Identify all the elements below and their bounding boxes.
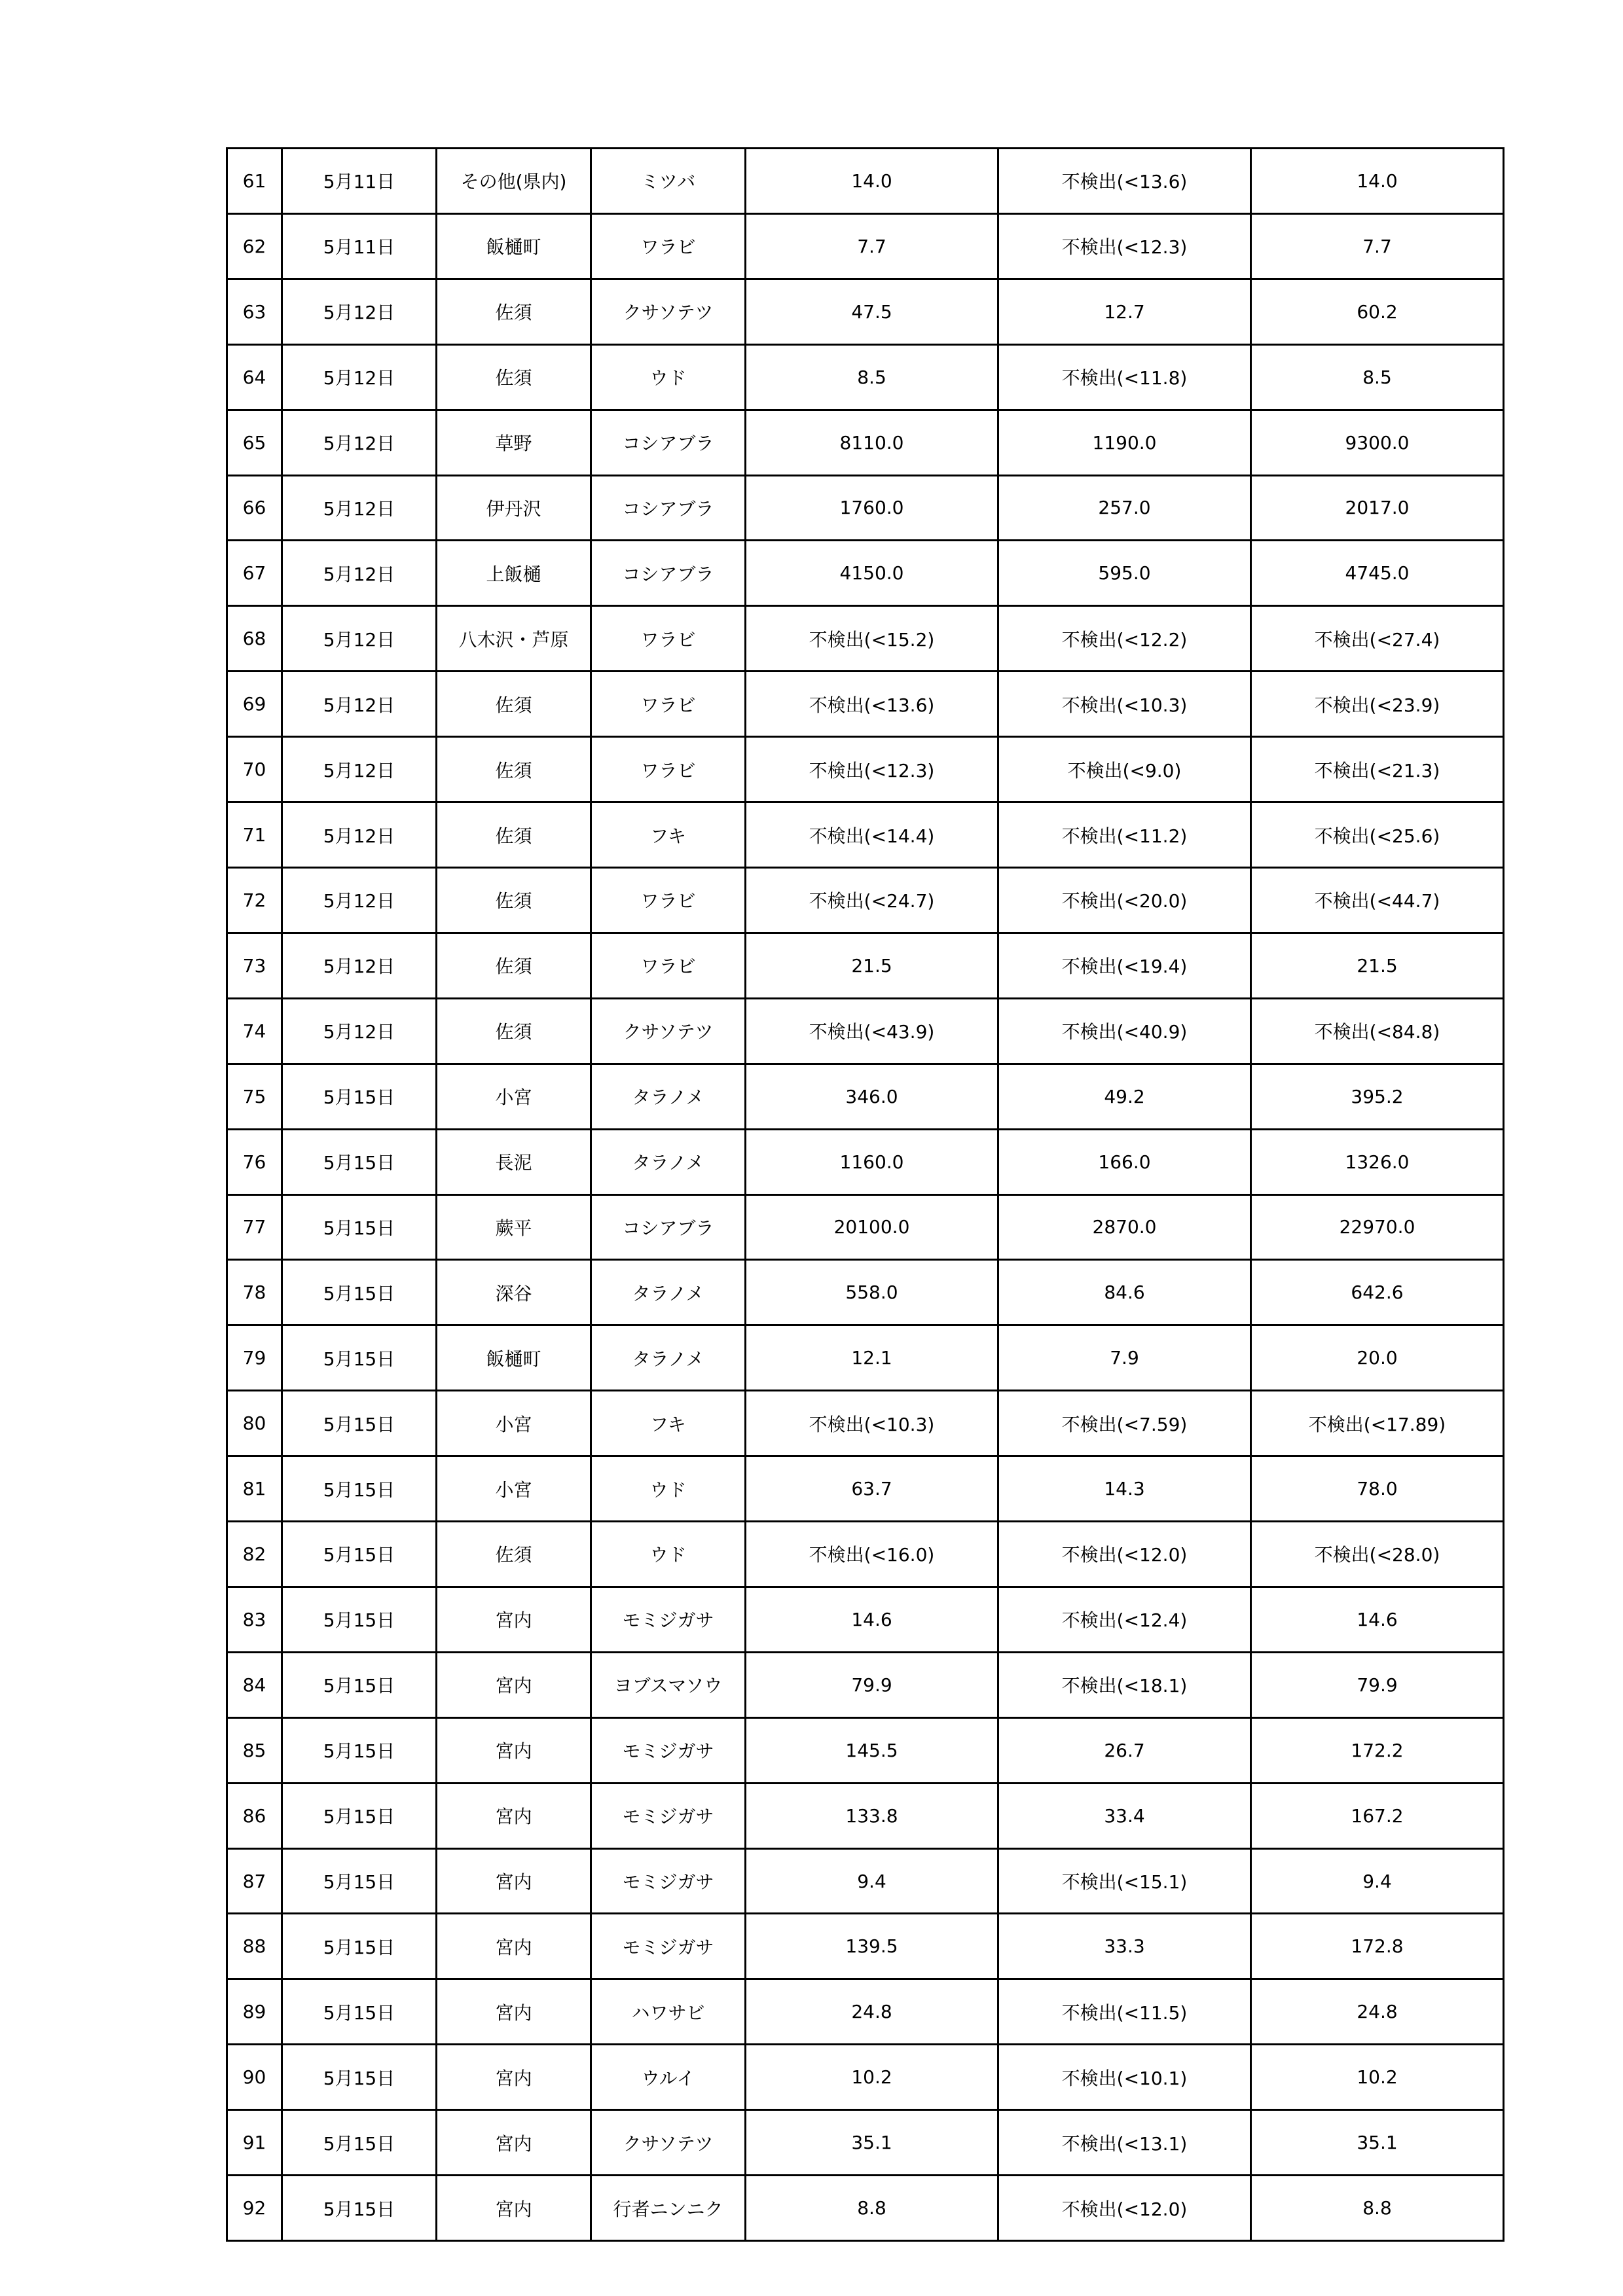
item-cell: タラノメ bbox=[591, 1325, 746, 1391]
value-cell-2: 不検出(<11.5) bbox=[998, 1979, 1251, 2045]
table-row bbox=[227, 1522, 1504, 1587]
table-row bbox=[227, 2045, 1504, 2110]
value-cell-2: 不検出(<9.0) bbox=[998, 737, 1251, 802]
location-cell: 上飯樋 bbox=[437, 541, 591, 606]
value-cell-2: 不検出(<19.4) bbox=[998, 933, 1251, 998]
value-cell-2: 不検出(<10.3) bbox=[998, 672, 1251, 737]
row-number: 69 bbox=[227, 672, 282, 737]
value-cell-2: 7.9 bbox=[998, 1325, 1251, 1391]
row-number: 90 bbox=[227, 2045, 282, 2110]
table-row bbox=[227, 1587, 1504, 1652]
row-number: 76 bbox=[227, 1129, 282, 1194]
table-row bbox=[227, 998, 1504, 1064]
location-cell: 佐須 bbox=[437, 867, 591, 933]
value-cell-2: 不検出(<12.0) bbox=[998, 2176, 1251, 2241]
item-cell: 行者ニンニク bbox=[591, 2176, 746, 2241]
item-cell: モミジガサ bbox=[591, 1587, 746, 1652]
value-cell-1: 346.0 bbox=[746, 1064, 998, 1129]
value-cell-2: 33.3 bbox=[998, 1914, 1251, 1979]
value-cell-1: 21.5 bbox=[746, 933, 998, 998]
value-cell-3: 78.0 bbox=[1251, 1456, 1504, 1522]
date-cell: 5月15日 bbox=[282, 1194, 437, 1260]
row-number: 73 bbox=[227, 933, 282, 998]
location-cell: 宮内 bbox=[437, 1914, 591, 1979]
row-number: 70 bbox=[227, 737, 282, 802]
value-cell-1: 4150.0 bbox=[746, 541, 998, 606]
item-cell: ウルイ bbox=[591, 2045, 746, 2110]
value-cell-1: 20100.0 bbox=[746, 1194, 998, 1260]
location-cell: 草野 bbox=[437, 410, 591, 475]
table-row bbox=[227, 1325, 1504, 1391]
value-cell-1: 14.0 bbox=[746, 149, 998, 214]
value-cell-3: 395.2 bbox=[1251, 1064, 1504, 1129]
date-cell: 5月15日 bbox=[282, 1587, 437, 1652]
value-cell-2: 84.6 bbox=[998, 1260, 1251, 1325]
row-number: 77 bbox=[227, 1194, 282, 1260]
value-cell-2: 不検出(<18.1) bbox=[998, 1652, 1251, 1717]
value-cell-2: 不検出(<11.2) bbox=[998, 802, 1251, 868]
location-cell: 宮内 bbox=[437, 1587, 591, 1652]
date-cell: 5月11日 bbox=[282, 213, 437, 279]
table-row bbox=[227, 1717, 1504, 1783]
location-cell: 蕨平 bbox=[437, 1194, 591, 1260]
value-cell-2: 26.7 bbox=[998, 1717, 1251, 1783]
value-cell-1: 不検出(<43.9) bbox=[746, 998, 998, 1064]
item-cell: コシアブラ bbox=[591, 541, 746, 606]
value-cell-1: 7.7 bbox=[746, 213, 998, 279]
row-number: 80 bbox=[227, 1391, 282, 1456]
date-cell: 5月15日 bbox=[282, 1979, 437, 2045]
value-cell-2: 2870.0 bbox=[998, 1194, 1251, 1260]
row-number: 74 bbox=[227, 998, 282, 1064]
location-cell: 佐須 bbox=[437, 998, 591, 1064]
value-cell-2: 33.4 bbox=[998, 1783, 1251, 1848]
value-cell-1: 139.5 bbox=[746, 1914, 998, 1979]
date-cell: 5月12日 bbox=[282, 344, 437, 410]
value-cell-3: 9.4 bbox=[1251, 1848, 1504, 1914]
item-cell: ウド bbox=[591, 1456, 746, 1522]
item-cell: ミツバ bbox=[591, 149, 746, 214]
value-cell-1: 145.5 bbox=[746, 1717, 998, 1783]
value-cell-1: 8110.0 bbox=[746, 410, 998, 475]
date-cell: 5月15日 bbox=[282, 1652, 437, 1717]
item-cell: コシアブラ bbox=[591, 475, 746, 541]
value-cell-1: 12.1 bbox=[746, 1325, 998, 1391]
table-row bbox=[227, 344, 1504, 410]
value-cell-2: 595.0 bbox=[998, 541, 1251, 606]
item-cell: モミジガサ bbox=[591, 1914, 746, 1979]
value-cell-1: 24.8 bbox=[746, 1979, 998, 2045]
date-cell: 5月12日 bbox=[282, 541, 437, 606]
item-cell: ワラビ bbox=[591, 737, 746, 802]
row-number: 71 bbox=[227, 802, 282, 868]
table-row bbox=[227, 1652, 1504, 1717]
value-cell-3: 不検出(<27.4) bbox=[1251, 606, 1504, 672]
row-number: 83 bbox=[227, 1587, 282, 1652]
table-row bbox=[227, 2110, 1504, 2176]
location-cell: その他(県内) bbox=[437, 149, 591, 214]
value-cell-2: 12.7 bbox=[998, 279, 1251, 344]
value-cell-3: 642.6 bbox=[1251, 1260, 1504, 1325]
item-cell: モミジガサ bbox=[591, 1717, 746, 1783]
date-cell: 5月15日 bbox=[282, 1260, 437, 1325]
value-cell-3: 22970.0 bbox=[1251, 1194, 1504, 1260]
value-cell-2: 不検出(<12.2) bbox=[998, 606, 1251, 672]
table-row bbox=[227, 410, 1504, 475]
date-cell: 5月15日 bbox=[282, 1848, 437, 1914]
row-number: 85 bbox=[227, 1717, 282, 1783]
date-cell: 5月12日 bbox=[282, 410, 437, 475]
location-cell: 宮内 bbox=[437, 2110, 591, 2176]
table-body bbox=[227, 149, 1504, 2241]
item-cell: ハワサビ bbox=[591, 1979, 746, 2045]
value-cell-1: 9.4 bbox=[746, 1848, 998, 1914]
location-cell: 宮内 bbox=[437, 1652, 591, 1717]
value-cell-2: 不検出(<12.4) bbox=[998, 1587, 1251, 1652]
value-cell-3: 35.1 bbox=[1251, 2110, 1504, 2176]
date-cell: 5月15日 bbox=[282, 1717, 437, 1783]
value-cell-1: 558.0 bbox=[746, 1260, 998, 1325]
location-cell: 小宮 bbox=[437, 1064, 591, 1129]
location-cell: 佐須 bbox=[437, 802, 591, 868]
value-cell-1: 不検出(<15.2) bbox=[746, 606, 998, 672]
row-number: 75 bbox=[227, 1064, 282, 1129]
table-row bbox=[227, 1194, 1504, 1260]
value-cell-3: 20.0 bbox=[1251, 1325, 1504, 1391]
value-cell-3: 172.8 bbox=[1251, 1914, 1504, 1979]
value-cell-3: 79.9 bbox=[1251, 1652, 1504, 1717]
date-cell: 5月12日 bbox=[282, 279, 437, 344]
row-number: 65 bbox=[227, 410, 282, 475]
date-cell: 5月15日 bbox=[282, 1129, 437, 1194]
row-number: 81 bbox=[227, 1456, 282, 1522]
table-row bbox=[227, 1456, 1504, 1522]
item-cell: クサソテツ bbox=[591, 2110, 746, 2176]
date-cell: 5月15日 bbox=[282, 2110, 437, 2176]
value-cell-1: 不検出(<24.7) bbox=[746, 867, 998, 933]
date-cell: 5月12日 bbox=[282, 672, 437, 737]
value-cell-1: 35.1 bbox=[746, 2110, 998, 2176]
location-cell: 長泥 bbox=[437, 1129, 591, 1194]
item-cell: コシアブラ bbox=[591, 410, 746, 475]
item-cell: モミジガサ bbox=[591, 1848, 746, 1914]
date-cell: 5月15日 bbox=[282, 1914, 437, 1979]
location-cell: 佐須 bbox=[437, 672, 591, 737]
item-cell: ウド bbox=[591, 1522, 746, 1587]
value-cell-3: 不検出(<28.0) bbox=[1251, 1522, 1504, 1587]
row-number: 66 bbox=[227, 475, 282, 541]
value-cell-1: 不検出(<12.3) bbox=[746, 737, 998, 802]
value-cell-2: 不検出(<10.1) bbox=[998, 2045, 1251, 2110]
value-cell-1: 8.5 bbox=[746, 344, 998, 410]
row-number: 68 bbox=[227, 606, 282, 672]
value-cell-3: 60.2 bbox=[1251, 279, 1504, 344]
table-row bbox=[227, 1064, 1504, 1129]
value-cell-3: 172.2 bbox=[1251, 1717, 1504, 1783]
value-cell-2: 1190.0 bbox=[998, 410, 1251, 475]
table-row bbox=[227, 1391, 1504, 1456]
item-cell: クサソテツ bbox=[591, 998, 746, 1064]
date-cell: 5月12日 bbox=[282, 802, 437, 868]
value-cell-3: 8.8 bbox=[1251, 2176, 1504, 2241]
location-cell: 伊丹沢 bbox=[437, 475, 591, 541]
value-cell-3: 24.8 bbox=[1251, 1979, 1504, 2045]
row-number: 72 bbox=[227, 867, 282, 933]
value-cell-1: 不検出(<13.6) bbox=[746, 672, 998, 737]
value-cell-2: 不検出(<12.0) bbox=[998, 1522, 1251, 1587]
value-cell-2: 不検出(<40.9) bbox=[998, 998, 1251, 1064]
results-table bbox=[226, 147, 1504, 2242]
value-cell-2: 166.0 bbox=[998, 1129, 1251, 1194]
table-row bbox=[227, 1979, 1504, 2045]
value-cell-1: 79.9 bbox=[746, 1652, 998, 1717]
value-cell-2: 不検出(<11.8) bbox=[998, 344, 1251, 410]
value-cell-3: 不検出(<23.9) bbox=[1251, 672, 1504, 737]
date-cell: 5月15日 bbox=[282, 1325, 437, 1391]
row-number: 88 bbox=[227, 1914, 282, 1979]
location-cell: 宮内 bbox=[437, 2045, 591, 2110]
value-cell-3: 167.2 bbox=[1251, 1783, 1504, 1848]
date-cell: 5月15日 bbox=[282, 1391, 437, 1456]
location-cell: 飯樋町 bbox=[437, 1325, 591, 1391]
value-cell-1: 63.7 bbox=[746, 1456, 998, 1522]
table-row bbox=[227, 475, 1504, 541]
row-number: 64 bbox=[227, 344, 282, 410]
value-cell-3: 14.0 bbox=[1251, 149, 1504, 214]
item-cell: タラノメ bbox=[591, 1260, 746, 1325]
row-number: 91 bbox=[227, 2110, 282, 2176]
item-cell: ヨブスマソウ bbox=[591, 1652, 746, 1717]
value-cell-2: 不検出(<13.6) bbox=[998, 149, 1251, 214]
location-cell: 佐須 bbox=[437, 933, 591, 998]
row-number: 84 bbox=[227, 1652, 282, 1717]
value-cell-2: 不検出(<13.1) bbox=[998, 2110, 1251, 2176]
row-number: 92 bbox=[227, 2176, 282, 2241]
value-cell-1: 不検出(<14.4) bbox=[746, 802, 998, 868]
item-cell: フキ bbox=[591, 802, 746, 868]
value-cell-2: 257.0 bbox=[998, 475, 1251, 541]
item-cell: ワラビ bbox=[591, 867, 746, 933]
table-row bbox=[227, 1848, 1504, 1914]
row-number: 67 bbox=[227, 541, 282, 606]
value-cell-3: 不検出(<17.89) bbox=[1251, 1391, 1504, 1456]
value-cell-3: 1326.0 bbox=[1251, 1129, 1504, 1194]
value-cell-2: 不検出(<7.59) bbox=[998, 1391, 1251, 1456]
location-cell: 佐須 bbox=[437, 737, 591, 802]
table-row bbox=[227, 279, 1504, 344]
row-number: 63 bbox=[227, 279, 282, 344]
row-number: 61 bbox=[227, 149, 282, 214]
item-cell: ワラビ bbox=[591, 933, 746, 998]
table-row bbox=[227, 1260, 1504, 1325]
value-cell-3: 2017.0 bbox=[1251, 475, 1504, 541]
value-cell-1: 1160.0 bbox=[746, 1129, 998, 1194]
table-row bbox=[227, 802, 1504, 868]
item-cell: ウド bbox=[591, 344, 746, 410]
item-cell: タラノメ bbox=[591, 1129, 746, 1194]
location-cell: 佐須 bbox=[437, 1522, 591, 1587]
item-cell: ワラビ bbox=[591, 213, 746, 279]
value-cell-3: 不検出(<84.8) bbox=[1251, 998, 1504, 1064]
value-cell-1: 14.6 bbox=[746, 1587, 998, 1652]
location-cell: 佐須 bbox=[437, 344, 591, 410]
value-cell-3: 不検出(<21.3) bbox=[1251, 737, 1504, 802]
value-cell-1: 不検出(<10.3) bbox=[746, 1391, 998, 1456]
date-cell: 5月12日 bbox=[282, 475, 437, 541]
value-cell-1: 10.2 bbox=[746, 2045, 998, 2110]
table-row bbox=[227, 1783, 1504, 1848]
value-cell-2: 不検出(<15.1) bbox=[998, 1848, 1251, 1914]
table-row bbox=[227, 149, 1504, 214]
value-cell-3: 不検出(<25.6) bbox=[1251, 802, 1504, 868]
table-row bbox=[227, 2176, 1504, 2241]
date-cell: 5月15日 bbox=[282, 1456, 437, 1522]
value-cell-1: 133.8 bbox=[746, 1783, 998, 1848]
value-cell-3: 14.6 bbox=[1251, 1587, 1504, 1652]
table-row bbox=[227, 933, 1504, 998]
date-cell: 5月15日 bbox=[282, 1522, 437, 1587]
value-cell-3: 9300.0 bbox=[1251, 410, 1504, 475]
value-cell-1: 47.5 bbox=[746, 279, 998, 344]
table-row bbox=[227, 606, 1504, 672]
value-cell-3: 8.5 bbox=[1251, 344, 1504, 410]
value-cell-2: 49.2 bbox=[998, 1064, 1251, 1129]
item-cell: クサソテツ bbox=[591, 279, 746, 344]
value-cell-2: 14.3 bbox=[998, 1456, 1251, 1522]
value-cell-2: 不検出(<20.0) bbox=[998, 867, 1251, 933]
table-row bbox=[227, 541, 1504, 606]
item-cell: ワラビ bbox=[591, 672, 746, 737]
date-cell: 5月15日 bbox=[282, 2176, 437, 2241]
row-number: 82 bbox=[227, 1522, 282, 1587]
row-number: 79 bbox=[227, 1325, 282, 1391]
row-number: 87 bbox=[227, 1848, 282, 1914]
table-row bbox=[227, 1914, 1504, 1979]
item-cell: ワラビ bbox=[591, 606, 746, 672]
date-cell: 5月15日 bbox=[282, 2045, 437, 2110]
date-cell: 5月12日 bbox=[282, 606, 437, 672]
row-number: 62 bbox=[227, 213, 282, 279]
date-cell: 5月12日 bbox=[282, 998, 437, 1064]
value-cell-1: 8.8 bbox=[746, 2176, 998, 2241]
table-row bbox=[227, 213, 1504, 279]
location-cell: 小宮 bbox=[437, 1456, 591, 1522]
location-cell: 深谷 bbox=[437, 1260, 591, 1325]
date-cell: 5月11日 bbox=[282, 149, 437, 214]
date-cell: 5月15日 bbox=[282, 1783, 437, 1848]
item-cell: フキ bbox=[591, 1391, 746, 1456]
row-number: 89 bbox=[227, 1979, 282, 2045]
date-cell: 5月12日 bbox=[282, 737, 437, 802]
value-cell-3: 7.7 bbox=[1251, 213, 1504, 279]
location-cell: 宮内 bbox=[437, 1717, 591, 1783]
value-cell-1: 1760.0 bbox=[746, 475, 998, 541]
table-row bbox=[227, 1129, 1504, 1194]
value-cell-3: 21.5 bbox=[1251, 933, 1504, 998]
location-cell: 小宮 bbox=[437, 1391, 591, 1456]
table-row bbox=[227, 672, 1504, 737]
location-cell: 宮内 bbox=[437, 1848, 591, 1914]
value-cell-1: 不検出(<16.0) bbox=[746, 1522, 998, 1587]
location-cell: 宮内 bbox=[437, 2176, 591, 2241]
location-cell: 八木沢・芦原 bbox=[437, 606, 591, 672]
value-cell-3: 10.2 bbox=[1251, 2045, 1504, 2110]
date-cell: 5月12日 bbox=[282, 933, 437, 998]
location-cell: 飯樋町 bbox=[437, 213, 591, 279]
location-cell: 宮内 bbox=[437, 1979, 591, 2045]
table-row bbox=[227, 867, 1504, 933]
date-cell: 5月12日 bbox=[282, 867, 437, 933]
item-cell: コシアブラ bbox=[591, 1194, 746, 1260]
location-cell: 宮内 bbox=[437, 1783, 591, 1848]
row-number: 86 bbox=[227, 1783, 282, 1848]
item-cell: タラノメ bbox=[591, 1064, 746, 1129]
value-cell-3: 不検出(<44.7) bbox=[1251, 867, 1504, 933]
date-cell: 5月15日 bbox=[282, 1064, 437, 1129]
value-cell-2: 不検出(<12.3) bbox=[998, 213, 1251, 279]
table-row bbox=[227, 737, 1504, 802]
location-cell: 佐須 bbox=[437, 279, 591, 344]
value-cell-3: 4745.0 bbox=[1251, 541, 1504, 606]
row-number: 78 bbox=[227, 1260, 282, 1325]
item-cell: モミジガサ bbox=[591, 1783, 746, 1848]
